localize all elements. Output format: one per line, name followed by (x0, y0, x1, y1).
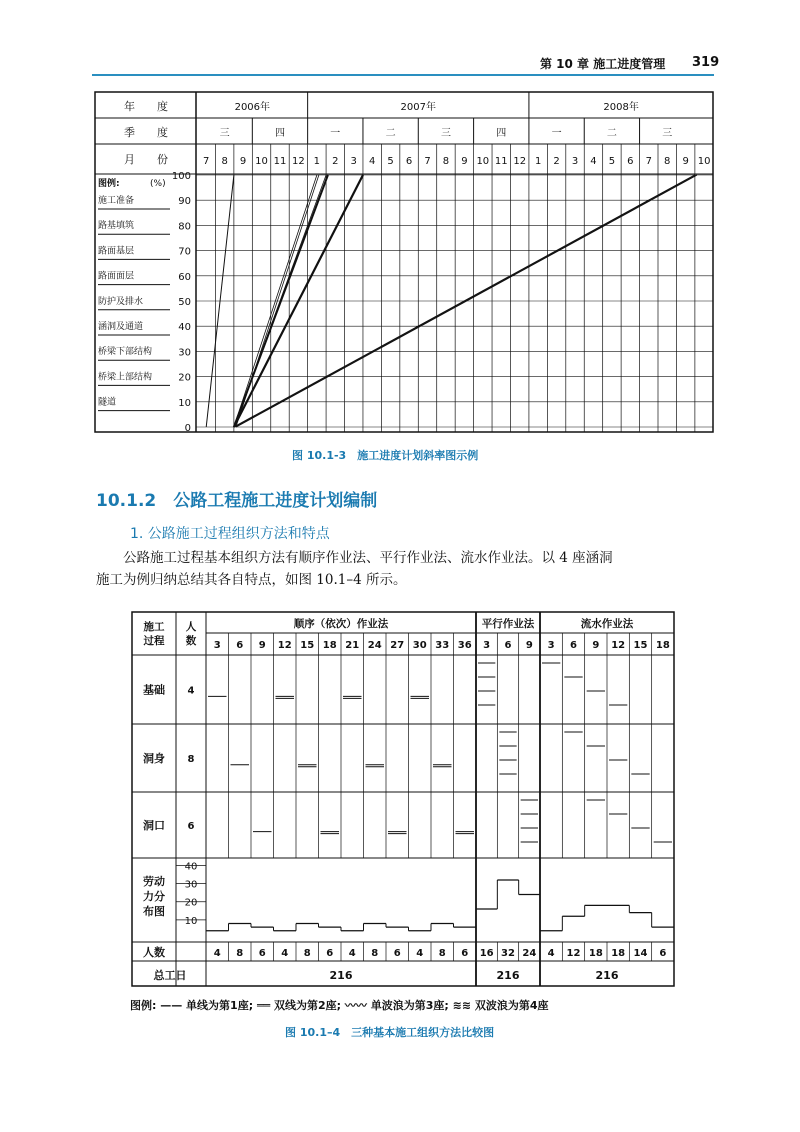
people-count: 4 (416, 948, 424, 959)
y-tick-label: 60 (178, 271, 191, 283)
header-process: 施工 (143, 621, 165, 633)
day-label: 12 (611, 640, 626, 651)
y-tick-label: 10 (178, 397, 191, 409)
y-tick-label: 80 (178, 221, 191, 233)
day-label: 9 (525, 640, 533, 651)
quarter-label: 一 (551, 128, 562, 139)
legend-entry: 涵洞及通道 (98, 322, 144, 332)
month-label: 1 (534, 156, 542, 167)
people-count: 6 (258, 948, 266, 959)
legend-entry: 桥梁上部结构 (98, 372, 153, 383)
process-people: 6 (187, 821, 195, 832)
month-label: 4 (368, 156, 376, 167)
percent-unit: (%) (150, 179, 166, 189)
legend-entry: 路面基层 (98, 246, 135, 257)
process-name: 洞身 (143, 752, 165, 765)
y-tick-label: 100 (171, 171, 191, 182)
month-label: 11 (273, 156, 287, 167)
y-tick-label: 50 (178, 297, 191, 308)
month-label: 12 (513, 156, 527, 167)
people-count: 4 (213, 948, 221, 959)
month-label: 12 (292, 156, 305, 167)
month-label: 1 (313, 156, 321, 167)
day-label: 18 (322, 640, 337, 651)
row-label-month: 月 份 (124, 153, 168, 166)
legend-entry: 防护及排水 (98, 296, 144, 307)
running-header: 第 10 章 施工进度管理 (540, 57, 666, 71)
day-label: 27 (390, 640, 405, 651)
day-label: 3 (483, 640, 491, 651)
process-people: 4 (187, 685, 195, 697)
people-row-label: 人数 (143, 946, 165, 959)
legend-entry: 桥梁下部结构 (98, 347, 153, 358)
legend-entry: 路面面层 (98, 271, 135, 282)
y-tick-label: 90 (178, 196, 191, 208)
quarter-label: 一 (330, 128, 341, 139)
process-name: 洞口 (143, 819, 165, 832)
people-count: 18 (611, 948, 626, 959)
total-sequential: 216 (329, 969, 353, 982)
quarter-label: 三 (662, 128, 673, 139)
day-label: 3 (547, 640, 555, 651)
day-label: 6 (236, 640, 244, 651)
month-label: 9 (461, 156, 468, 167)
day-label: 9 (258, 640, 266, 651)
day-label: 36 (457, 640, 472, 651)
labor-chart-label: 布图 (143, 905, 165, 918)
labor-tick-label: 20 (184, 897, 198, 909)
page-number: 319 (692, 55, 720, 70)
labor-chart-label: 劳动 (143, 875, 165, 888)
figure-caption-1: 图 10.1-3 施工进度计划斜率图示例 (292, 449, 479, 462)
people-count: 6 (659, 948, 667, 959)
month-label: 8 (664, 156, 671, 167)
people-count: 18 (588, 948, 603, 959)
people-count: 32 (501, 948, 515, 959)
header-people: 数 (185, 635, 197, 647)
month-label: 11 (494, 156, 508, 167)
month-label: 7 (203, 156, 210, 167)
day-label: 12 (277, 640, 292, 651)
y-tick-label: 20 (178, 372, 191, 384)
people-count: 24 (522, 948, 537, 959)
y-tick-label: 30 (178, 347, 191, 359)
labor-tick-label: 40 (184, 861, 198, 873)
people-count: 12 (566, 948, 581, 959)
month-label: 5 (387, 156, 394, 167)
y-tick-label: 40 (178, 322, 191, 334)
day-label: 21 (345, 640, 360, 651)
process-people: 8 (187, 754, 195, 765)
people-count: 14 (633, 948, 648, 959)
process-name: 基础 (143, 683, 165, 697)
people-count: 4 (348, 948, 356, 959)
method-parallel: 平行作业法 (481, 618, 535, 630)
method-flow: 流水作业法 (580, 618, 634, 630)
quarter-label: 四 (496, 128, 507, 139)
month-label: 3 (350, 156, 357, 167)
month-label: 7 (645, 156, 652, 167)
labor-tick-label: 30 (184, 879, 198, 891)
people-count: 16 (479, 948, 494, 959)
month-label: 6 (405, 156, 413, 167)
legend-entry: 路基填筑 (98, 221, 135, 232)
quarter-label: 三 (440, 128, 451, 139)
quarter-label: 二 (385, 128, 396, 139)
section-title: 公路工程施工进度计划编制 (173, 491, 378, 511)
month-label: 9 (682, 156, 689, 167)
paragraph-line-2: 施工为例归纳总结其各自特点，如图 10.1–4 所示。 (96, 572, 407, 588)
year-label: 2006年 (234, 102, 271, 113)
day-label: 6 (570, 640, 577, 651)
month-label: 9 (239, 156, 247, 167)
header-process: 过程 (143, 635, 165, 647)
row-label-year: 年 度 (124, 100, 168, 113)
month-label: 3 (571, 156, 579, 167)
month-label: 2 (553, 156, 560, 167)
day-label: 33 (435, 640, 450, 651)
day-label: 6 (504, 640, 512, 651)
total-flow: 216 (595, 969, 619, 982)
quarter-label: 四 (274, 128, 285, 139)
people-count: 4 (547, 948, 555, 959)
legend-entry: 施工准备 (98, 196, 135, 206)
day-label: 30 (412, 640, 427, 651)
month-label: 8 (221, 156, 228, 167)
people-count: 6 (393, 948, 401, 959)
people-count: 8 (438, 948, 446, 959)
row-label-quarter: 季 度 (124, 126, 168, 139)
method-sequential: 顺序（依次）作业法 (293, 618, 389, 630)
legend-title: 图例: (98, 179, 120, 189)
people-count: 8 (236, 948, 244, 959)
month-label: 10 (697, 156, 711, 167)
day-label: 15 (633, 640, 648, 651)
day-label: 9 (592, 640, 600, 651)
year-label: 2008年 (603, 102, 639, 113)
y-tick-label: 70 (178, 246, 191, 258)
year-label: 2007年 (400, 102, 437, 113)
figure-caption-2: 图 10.1–4 三种基本施工组织方法比较图 (285, 1026, 495, 1039)
paragraph-line-1: 公路施工过程基本组织方法有顺序作业法、平行作业法、流水作业法。以 4 座涵洞 (96, 550, 613, 566)
month-label: 8 (442, 156, 450, 167)
people-count: 6 (461, 948, 469, 959)
legend-entry: 隧道 (98, 397, 117, 408)
labor-chart-label: 力分 (143, 890, 165, 903)
month-label: 10 (255, 156, 268, 167)
figure-legend-2: 图例: —— 单线为第1座; ══ 双线为第2座; 〰〰 单波浪为第3座; ≋≋ 双波浪为第4座 (130, 999, 549, 1012)
table-frame (132, 612, 674, 986)
subsection-heading: 1. 公路施工过程组织方法和特点 (130, 526, 330, 542)
quarter-label: 二 (606, 128, 617, 139)
month-label: 4 (590, 156, 597, 167)
day-label: 18 (655, 640, 670, 651)
labor-tick-label: 10 (184, 915, 198, 927)
people-count: 4 (281, 948, 289, 959)
day-label: 3 (213, 640, 221, 651)
total-parallel: 216 (496, 969, 520, 982)
month-label: 10 (476, 156, 490, 167)
section-number: 10.1.2 (96, 491, 157, 511)
month-label: 6 (627, 156, 634, 167)
header-people: 人 (185, 621, 197, 633)
y-tick-label: 0 (184, 423, 191, 434)
month-label: 2 (332, 156, 339, 167)
total-label: 总工日 (153, 969, 187, 982)
people-count: 8 (303, 948, 311, 959)
month-label: 7 (424, 156, 431, 167)
day-label: 15 (300, 640, 315, 651)
day-label: 24 (367, 640, 382, 651)
people-count: 8 (371, 948, 379, 959)
month-label: 5 (608, 156, 616, 167)
people-count: 6 (326, 948, 334, 959)
quarter-label: 三 (219, 128, 230, 139)
